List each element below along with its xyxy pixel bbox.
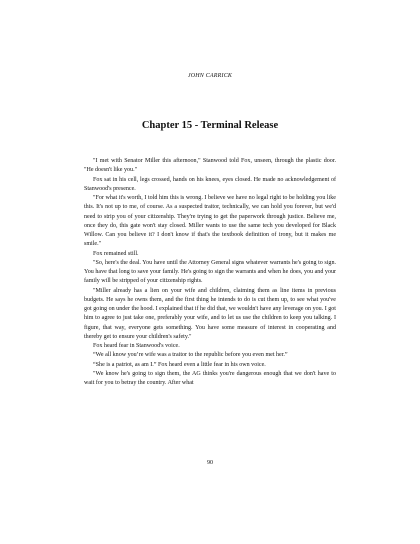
paragraph: “We all know you’re wife was a traitor to the republic before you even met her.” <box>93 352 288 359</box>
paragraph: "Miller already has a lien on your wife and children, claiming them as line items in previous budgets. He says he owns them, and the first thing he intends to do is cut them up, to see what you've got going on under the hood. I explained that if he did that, we wouldn't have any leverage on you. I got him to agree to just take one, preferably your wife, and to let us use the children to keep you talking. I figure, that way, everyone gets something. You have some measure of interest in cooperating and thereby get to ensure your children's safety." <box>84 287 336 340</box>
paragraph: Fox remained still. <box>93 250 139 257</box>
paragraph: "So, here's the deal. You have until the Attorney General signs whatever warrants he's going to sign. You have that long to save your family. He's going to sign the warrants and when he does, you and your family will be stripped of your citizenship rights. <box>84 259 336 285</box>
paragraph: “She is a patriot, as am I.” Fox heard even a little fear in his own voice. <box>93 361 266 368</box>
body-text <box>84 157 336 388</box>
paragraph: "For what it's worth, I told him this is wrong. I believe we have no legal right to be holding you like this. It's not up to me, of course. As a suspected traitor, technically, we can hold you forever, but we'd need to strip you of your citizenship. They're trying to get the paperwork through justice. Believe me, once they do, this gate won't stay closed. Miller wants to use the same tech you developed for Black Willow. Can you believe it? I don't know if that's the textbook definition of irony, but it makes me smile." <box>84 195 336 248</box>
running-header: JOHN CARRICK <box>187 73 233 79</box>
chapter-title: Chapter 15 - Terminal Release <box>141 120 279 131</box>
paragraph: Fox heard fear in Stanwood's voice. <box>93 343 180 349</box>
paragraph: "We know he's going to sign them, the AG thinks you're dangerous enough that we don't have to wait for you to betray the country. After what <box>84 370 336 386</box>
paragraph: Fox sat in his cell, legs crossed, hands on his knees, eyes closed. He made no acknowledgement of Stanwood's presence. <box>84 176 336 192</box>
paragraph: "I met with Senator Miller this afternoon," Stanwood told Fox, unseen, through the plastic door. "He doesn't like you." <box>84 158 336 174</box>
page-number: 90 <box>207 460 213 466</box>
